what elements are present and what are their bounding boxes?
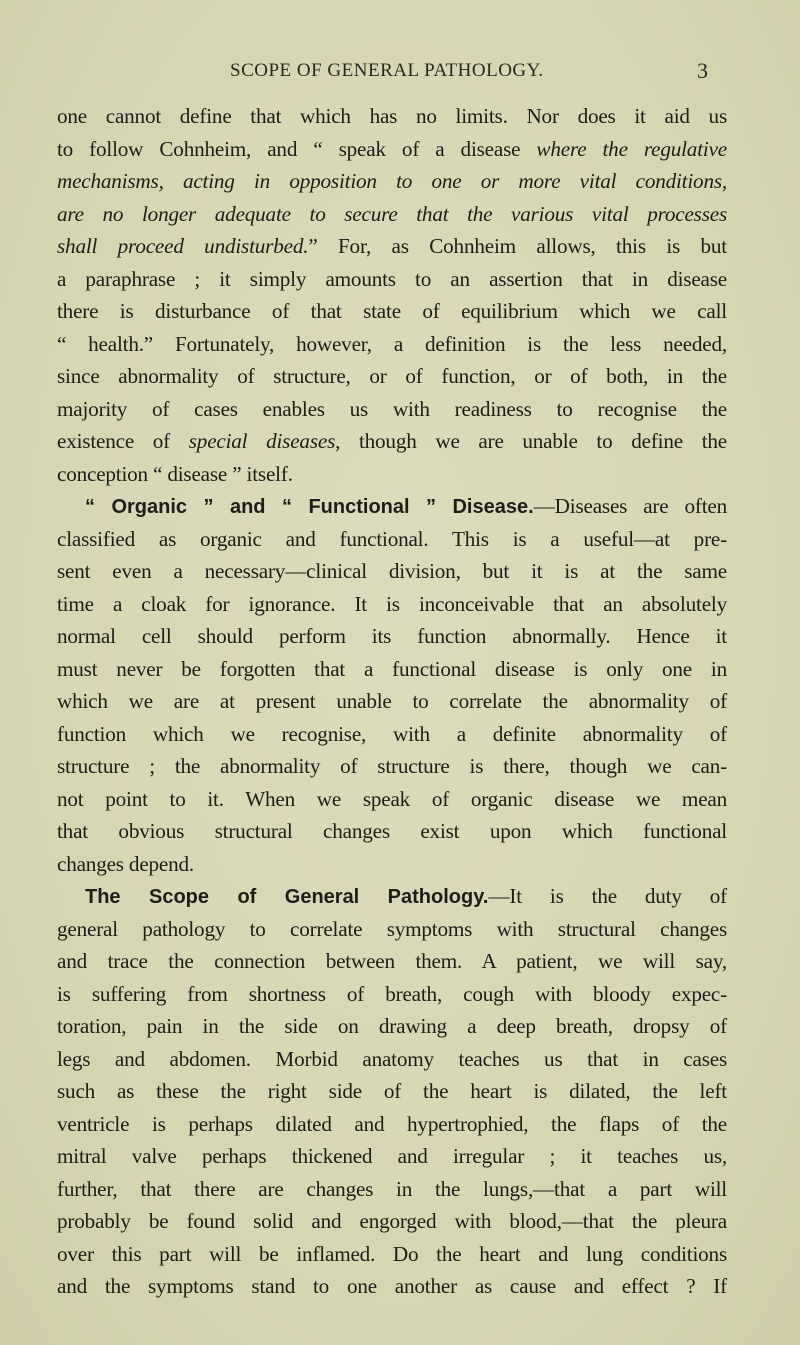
text-run: majority of cases enables us with readiness to recognise the	[57, 396, 727, 421]
text-run: classified as organic and functional. This is a useful—at pre-	[57, 526, 727, 551]
text-line	[57, 815, 727, 848]
text-line	[57, 750, 727, 783]
text-line	[57, 1010, 727, 1043]
text-run: and trace the connection between them. A patient, we will say,	[57, 949, 727, 973]
text-run: to follow Cohnheim, and “ speak of a disease	[57, 136, 537, 161]
text-run: that obvious structural changes exist upon which functional	[57, 819, 727, 843]
text-run: conception “ disease ” itself.	[57, 461, 293, 486]
text-run: ” For, as Cohnheim allows, this is but	[308, 234, 727, 258]
text-line	[57, 718, 727, 751]
text-line	[57, 425, 727, 458]
text-run: one cannot define that which has no limits. Nor does it aid us	[57, 104, 727, 128]
text-run: such as these the right side of the heart is dilated, the left	[57, 1079, 727, 1103]
text-line	[57, 1043, 727, 1076]
text-line	[57, 1075, 727, 1108]
text-line	[57, 458, 727, 491]
text-line	[57, 133, 727, 166]
text-run: changes depend.	[57, 851, 195, 876]
text-run: further, that there are changes in the lungs,—that a part will	[57, 1176, 727, 1201]
text-line	[57, 620, 727, 653]
text-run: a paraphrase ; it simply amounts to an assertion that in disease	[57, 266, 727, 291]
text-run: is suffering from shortness of breath, cough with bloody expec-	[57, 981, 727, 1006]
text-run: , though we are unable to define the	[335, 429, 727, 453]
text-line	[57, 653, 727, 686]
italic-text: special diseases	[188, 429, 336, 453]
text-line	[57, 945, 727, 978]
body-text	[57, 100, 727, 1303]
text-run: toration, pain in the side on drawing a deep breath, dropsy of	[57, 1014, 727, 1038]
text-run: general pathology to correlate symptoms with structural changes	[57, 916, 727, 941]
text-line	[57, 685, 727, 718]
section-heading: The Scope of General Pathology.	[85, 886, 489, 908]
text-line	[57, 555, 727, 588]
text-run: legs and abdomen. Morbid anatomy teaches us that in cases	[57, 1046, 727, 1071]
text-line	[57, 523, 727, 556]
text-run: structure ; the abnormality of structure is there, though we can-	[57, 754, 727, 778]
text-run: which we are at present unable to correlate the abnormality of	[57, 689, 727, 713]
text-run: sent even a necessary—clinical division, but it is at the same	[57, 559, 727, 583]
text-run: probably be found solid and engorged with blood,—that the pleura	[57, 1209, 727, 1233]
text-run: —It is the duty of	[488, 884, 727, 908]
text-line	[57, 1238, 727, 1271]
text-line	[57, 1108, 727, 1141]
text-run: over this part will be inflamed. Do the heart and lung conditions	[57, 1241, 727, 1266]
text-run: function which we recognise, with a definite abnormality of	[57, 721, 727, 746]
text-line	[57, 1140, 727, 1173]
text-run: there is disturbance of that state of equilibrium which we call	[57, 299, 727, 323]
text-line	[57, 783, 727, 816]
text-line	[57, 880, 727, 913]
text-run: existence of	[57, 429, 189, 453]
running-head	[0, 60, 800, 84]
text-line	[57, 848, 727, 881]
text-line	[57, 263, 727, 296]
text-line	[57, 230, 727, 263]
text-run: since abnormality of structure, or of function, or of both, in the	[57, 364, 727, 388]
italic-text: where the regulative	[536, 136, 727, 161]
text-line	[57, 1173, 727, 1206]
text-line	[57, 490, 727, 523]
text-run: mitral valve perhaps thickened and irregular ; it teaches us,	[57, 1144, 727, 1168]
text-line	[57, 913, 727, 946]
text-line	[57, 295, 727, 328]
text-run: must never be forgotten that a functional disease is only one in	[57, 656, 727, 681]
text-run: and the symptoms stand to one another as cause and effect ? If	[57, 1274, 727, 1298]
italic-text: shall proceed undisturbed.	[57, 234, 309, 258]
text-line	[57, 1205, 727, 1238]
text-run: normal cell should perform its function abnormally. Hence it	[57, 624, 727, 648]
text-line	[57, 393, 727, 426]
italic-text: mechanisms, acting in opposition to one or more vital conditions,	[57, 169, 727, 193]
text-line	[57, 165, 727, 198]
text-line	[57, 978, 727, 1011]
page-number: 3	[697, 58, 708, 83]
text-line	[57, 360, 727, 393]
text-run: “ health.” Fortunately, however, a definition is the less needed,	[57, 331, 727, 356]
italic-text: are no longer adequate to secure that the various vital processes	[57, 201, 727, 226]
running-title: SCOPE OF GENERAL PATHOLOGY.	[230, 60, 544, 81]
text-line	[57, 198, 727, 231]
text-line	[57, 328, 727, 361]
text-run: not point to it. When we speak of organic disease we mean	[57, 786, 727, 811]
text-line	[57, 1270, 727, 1303]
section-heading: “ Organic ” and “ Functional ” Disease.	[85, 496, 534, 518]
text-line	[57, 588, 727, 621]
text-run: time a cloak for ignorance. It is inconceivable that an absolutely	[57, 591, 727, 616]
text-run: —Diseases are often	[533, 494, 728, 518]
text-run: ventricle is perhaps dilated and hypertrophied, the flaps of the	[57, 1111, 727, 1136]
text-line	[57, 100, 727, 133]
